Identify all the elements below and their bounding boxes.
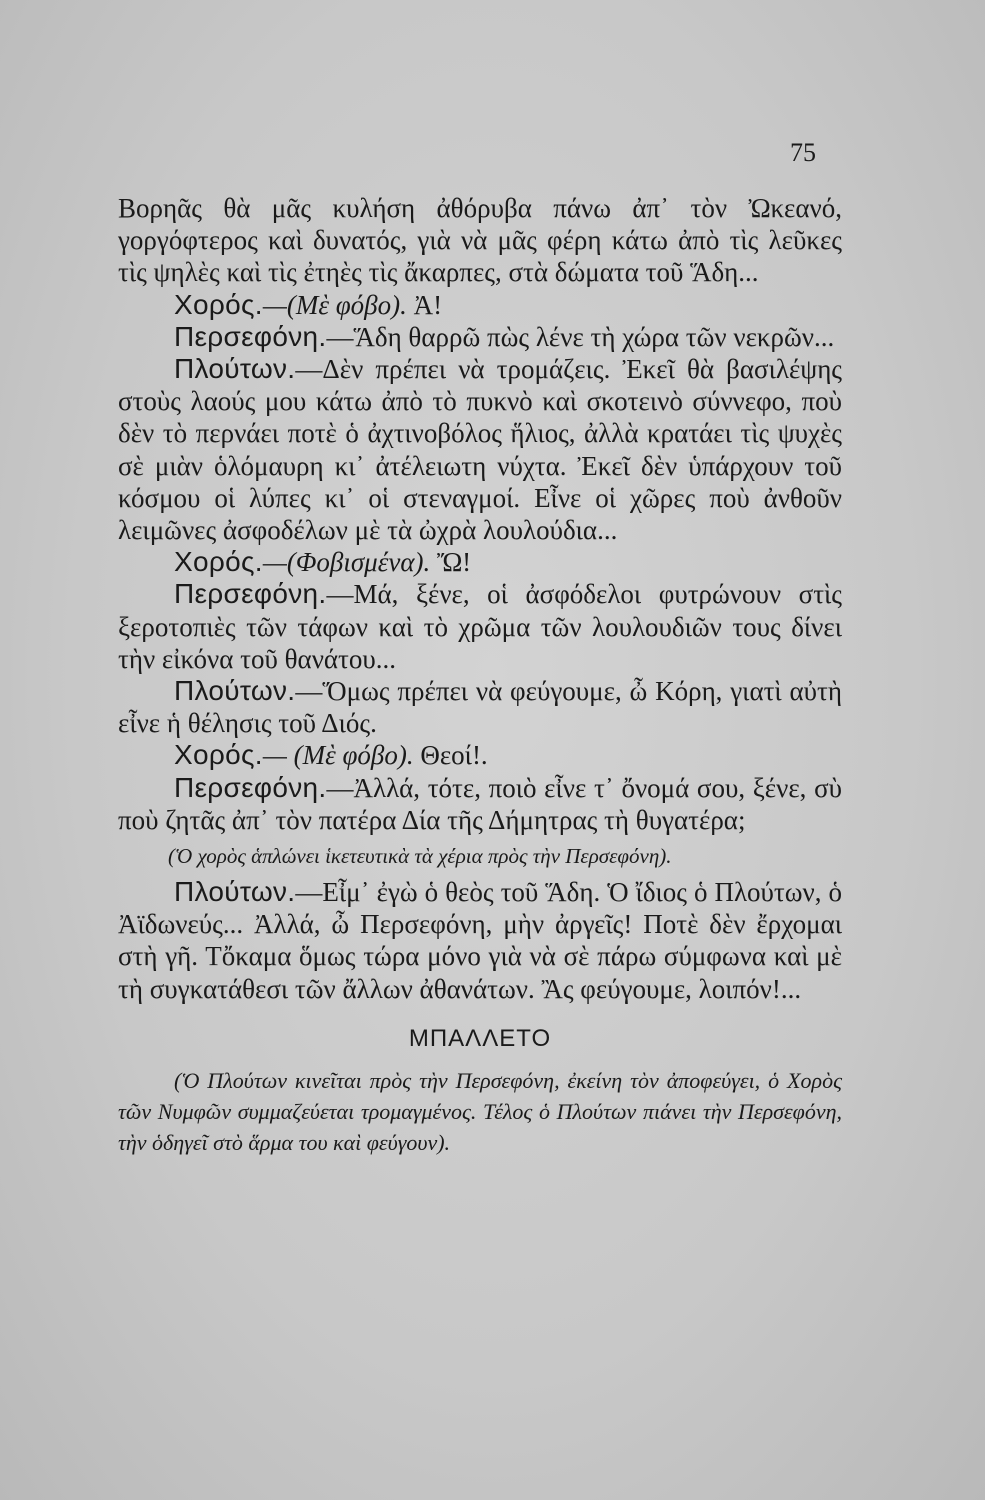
dialogue-line	[118, 546, 842, 578]
page-number: 75	[790, 138, 816, 167]
dialogue-line	[118, 578, 842, 675]
line-text: Βορηᾶς θὰ μᾶς κυλήση ἀθόρυβα πάνω ἀπ᾽ τὸν Ὠκεανό, γοργόφτερος καὶ δυνατός, γιὰ νὰ μᾶς φέρη κάτω ἀπὸ τὶς λεῦκες τὶς ψηλὲς καὶ τὶς ἐτηὲς τὶς ἄκαρπες, στὰ δώματα τοῦ Ἅδη...	[118, 193, 842, 288]
narrative-continuation	[118, 192, 842, 289]
stage-direction: — (Μὲ φόβο).	[262, 740, 414, 771]
speaker-name: Περσεφόνη.	[174, 771, 327, 803]
line-text: Ὤ!	[430, 547, 472, 578]
dialogue-line	[118, 321, 842, 353]
line-text: —Ἅδη θαρρῶ πὼς λένε τὴ χώρα τῶν νεκρῶν...	[326, 321, 835, 352]
line-text: —Μά, ξένε, οἱ ἀσφόδελοι φυτρώνουν στὶς ξεροτοπιὲς τῶν τάφων καὶ τὸ χρῶμα τῶν λουλουδιῶν τους δίνει τὴν εἰκόνα τοῦ θανάτου...	[118, 579, 842, 674]
line-text: —Εἶμ᾽ ἐγὼ ὁ θεὸς τοῦ Ἅδη. Ὁ ἴδιος ὁ Πλούτων, ὁ Ἀϊδωνεύς... Ἀλλά, ὦ Περσεφόνη, μὴν ἀργεῖς! Ποτὲ δὲν ἔρχομαι στὴ γῆ. Τὄκαμα ὅμως τώρα μόνο γιὰ νὰ σὲ πάρω σύμφωνα καὶ μὲ τὴ συγκατάθεσι τῶν ἄλλων ἀθανάτων. Ἂς φεύγουμε, λοιπόν!...	[118, 877, 842, 1004]
speaker-name: Πλούτων.	[174, 353, 296, 385]
stage-direction-block: (Ὁ χορὸς ἁπλώνει ἱκετευτικὰ τὰ χέρια πρὸς τὴν Περσεφόνη).	[168, 844, 672, 869]
dialogue-line	[118, 772, 842, 836]
play-text	[118, 192, 842, 1158]
speaker-name: Χορός.	[174, 546, 263, 578]
stage-direction: —(Φοβισμένα).	[262, 547, 431, 578]
stage-direction: —(Μὲ φόβο).	[262, 289, 407, 320]
line-text: Ἀ!	[406, 289, 443, 320]
line-text: —Ἀλλά, τότε, ποιὸ εἶνε τ᾽ ὄνομά σου, ξένε, σὺ ποὺ ζητᾶς ἀπ᾽ τὸν πατέρα Δία τῆς Δήμητρας τὴ θυγατέρα;	[118, 772, 842, 835]
line-text: Θεοί!.	[413, 740, 488, 771]
section-heading: ΜΠΑΛΛΕΤΟ	[408, 1024, 552, 1052]
dialogue-line	[118, 739, 842, 771]
dialogue-line	[118, 675, 842, 739]
speaker-name: Πλούτων.	[174, 876, 296, 908]
speaker-name: Χορός.	[174, 739, 263, 771]
stage-direction-block: (Ὁ Πλούτων κινεῖται πρὸς τὴν Περσεφόνη, ἐκείνη τὸν ἀποφεύγει, ὁ Χορὸς τῶν Νυμφῶν συμμαζεύεται τρομαγμένος. Τέλος ὁ Πλούτων πιάνει τὴν Περσεφόνη, τὴν ὁδηγεῖ στὸ ἅρμα του καὶ φεύγουν).	[118, 1068, 842, 1156]
speaker-name: Περσεφόνη.	[174, 578, 327, 610]
line-text: —Δὲν πρέπει νὰ τρομάζεις. Ἐκεῖ θὰ βασιλέψης στοὺς λαούς μου κάτω ἀπὸ τὸ πυκνὸ καὶ σκοτεινὸ σύννεφο, ποὺ δὲν τὸ περνάει ποτὲ ὁ ἀχτινοβόλος ἥλιος, ἀλλὰ κρατάει τὶς ψυχὲς σὲ μιὰν ὁλόμαυρη κι᾽ ἀτέλειωτη νύχτα. Ἐκεῖ δὲν ὑπάρχουν τοῦ κόσμου οἱ λύπες κι᾽ οἱ στεναγμοί. Εἶνε οἱ χῶρες ποὺ ἀνθοῦν λειμῶνες ἀσφοδέλων μὲ τὰ ὠχρὰ λουλούδια...	[118, 354, 842, 546]
speaker-name: Πλούτων.	[174, 675, 296, 707]
speaker-name: Περσεφόνη.	[174, 320, 327, 352]
speaker-name: Χορός.	[174, 288, 263, 320]
dialogue-line	[118, 353, 842, 546]
line-text: —Ὅμως πρέπει νὰ φεύγουμε, ὦ Κόρη, γιατὶ αὐτὴ εἶνε ἡ θέλησις τοῦ Διός.	[118, 676, 842, 739]
dialogue-line	[118, 876, 842, 1005]
dialogue-line	[118, 289, 842, 321]
